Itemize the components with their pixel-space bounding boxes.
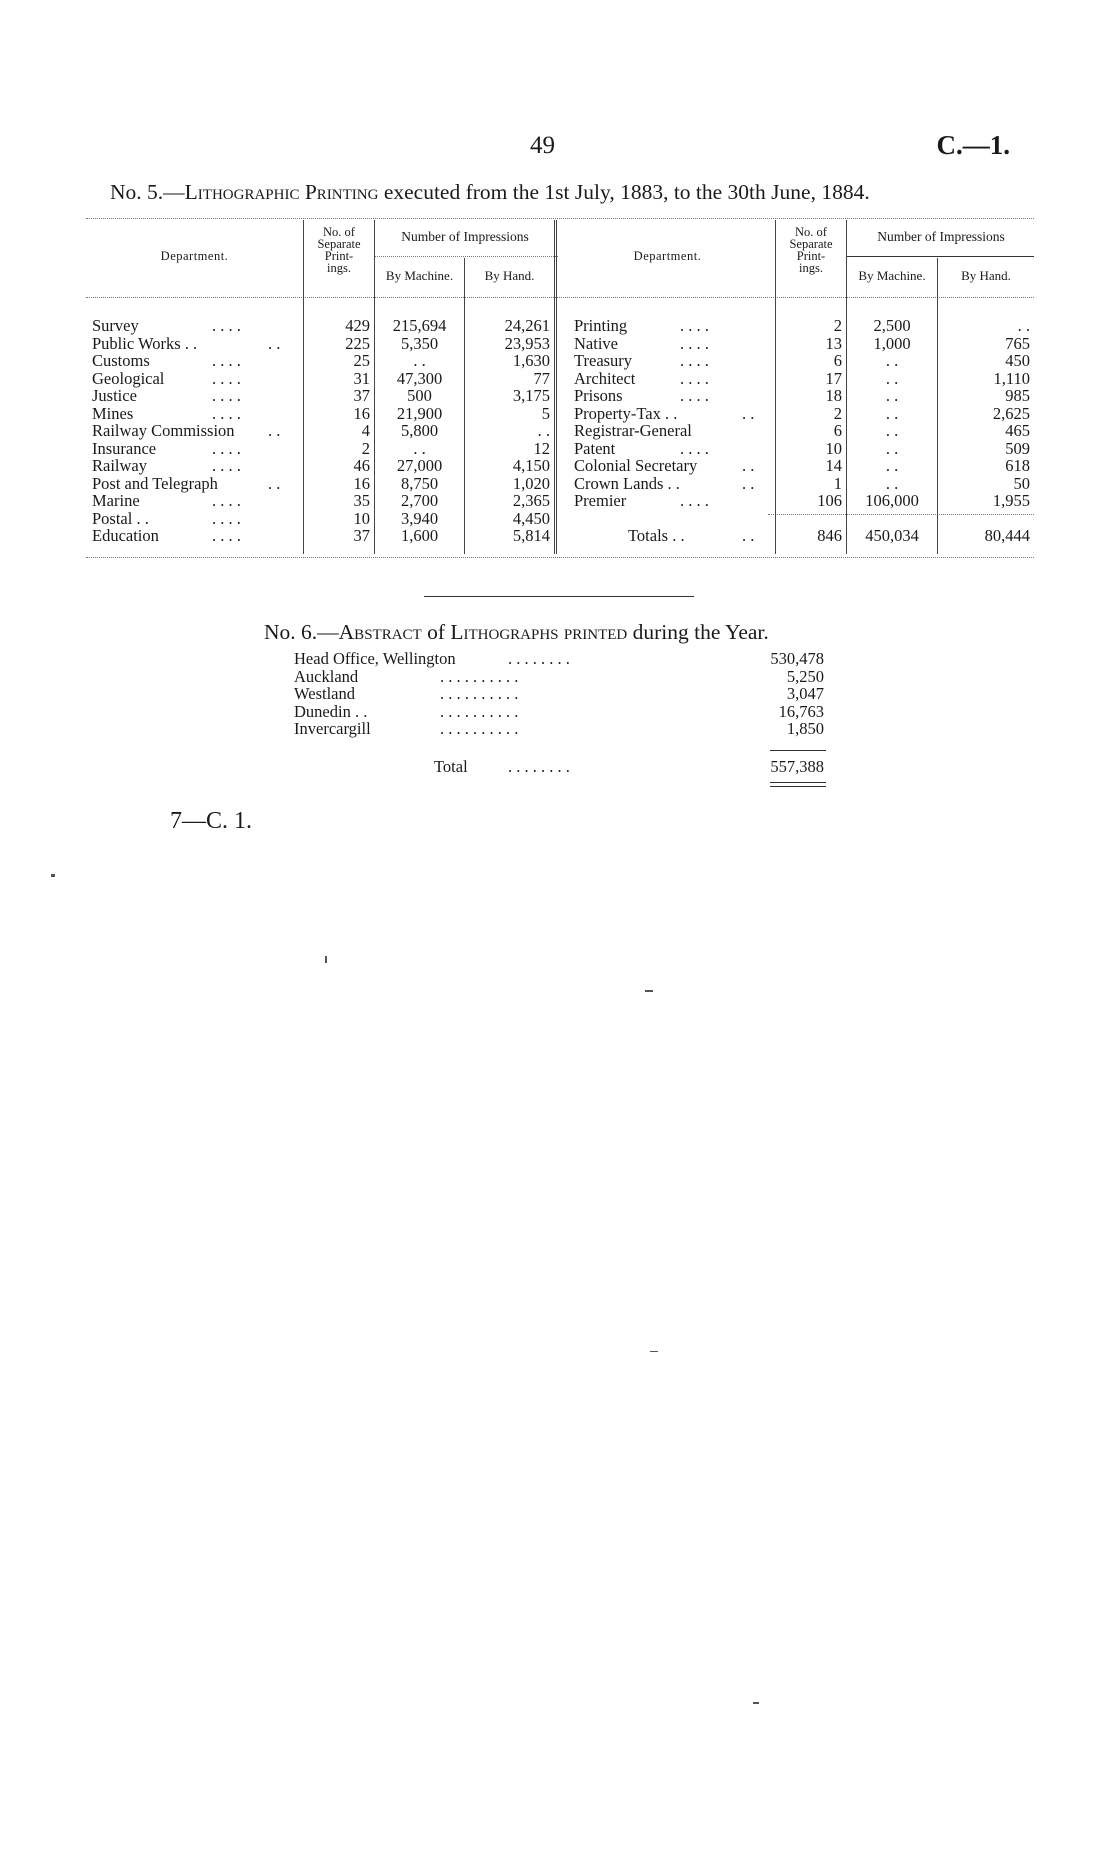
impressions-by-machine: . .	[413, 351, 426, 370]
impressions-by-machine: 106,000	[865, 491, 919, 510]
footer-signature: 7—C. 1.	[170, 808, 253, 834]
leader-dots: . . . .	[212, 508, 241, 528]
page-number: 49	[530, 132, 555, 159]
impressions-by-machine: 2,700	[400, 491, 439, 510]
table6-sum-rule	[770, 750, 826, 751]
abstract-total-label: Total	[434, 757, 468, 776]
abstract-location: Westland	[294, 684, 355, 703]
department-name: Survey	[92, 316, 139, 335]
leader-dots: . . . .	[680, 333, 709, 353]
impressions-by-machine: 215,694	[392, 316, 447, 335]
impressions-by-hand: 23,953	[504, 333, 550, 353]
leader-dots: . .	[742, 473, 755, 493]
leader-dots: . .	[268, 421, 281, 440]
table5-header-printings-left: No. of Separate Print- ings.	[317, 225, 361, 275]
leader-dots: . .	[268, 473, 281, 493]
leader-dots: . . . .	[680, 368, 709, 388]
impressions-by-machine: 2,500	[873, 316, 911, 335]
department-name: Patent	[574, 438, 616, 458]
leader-dots: . .	[268, 333, 281, 353]
separate-printings: 16	[353, 403, 370, 423]
leader-dots: . . . .	[212, 368, 241, 388]
department-name: Education	[92, 526, 159, 545]
department-name: Insurance	[92, 438, 157, 458]
leader-dots: . . . .	[212, 316, 241, 335]
table5-header-impressions-right: Number of Impressions	[877, 229, 1005, 244]
separate-printings: 6	[833, 351, 842, 370]
separate-printings: 4	[361, 421, 370, 440]
separate-printings: 2	[833, 316, 842, 335]
impressions-by-hand: 618	[1005, 456, 1030, 475]
department-name: Railway Commission	[92, 421, 235, 440]
impressions-by-hand: 77	[533, 368, 550, 388]
impressions-by-hand: 5	[541, 403, 550, 423]
totals-label: Totals . .	[628, 526, 685, 545]
impressions-by-hand: 1,955	[992, 491, 1030, 510]
impressions-by-machine: . .	[885, 368, 899, 388]
impressions-by-machine: 500	[407, 386, 432, 405]
leader-dots: . .	[742, 456, 755, 475]
impressions-by-hand: 5,814	[512, 526, 550, 545]
table6-title-rest: during the Year.	[627, 620, 769, 644]
leader-dots: . . . .	[680, 438, 709, 458]
department-name: Printing	[574, 316, 628, 335]
leader-dots: . .	[742, 526, 755, 545]
separate-printings: 37	[353, 526, 370, 545]
impressions-by-hand: . .	[537, 421, 550, 440]
leader-dots: . . . .	[680, 316, 709, 335]
table5-header-subrule-left	[374, 256, 558, 257]
impressions-by-machine: 21,900	[396, 403, 443, 423]
table5-header-department-right: Department.	[633, 249, 702, 263]
impressions-by-hand: 509	[1005, 438, 1030, 458]
impressions-by-hand: . .	[1017, 316, 1030, 335]
separate-printings: 37	[353, 386, 370, 405]
impressions-by-hand: 1,630	[512, 351, 550, 370]
table5-header-printings-right: No. of Separate Print- ings.	[789, 225, 833, 275]
separate-printings: 10	[825, 438, 842, 458]
impressions-by-hand: 465	[1005, 421, 1030, 440]
table6-title-of: of	[421, 620, 451, 644]
impressions-by-hand: 4,450	[512, 508, 550, 528]
table6-total-double-rule-2	[770, 786, 826, 787]
table5-header-bottom-rule	[86, 297, 1034, 298]
impressions-by-machine: . .	[885, 386, 899, 405]
impressions-by-hand: 1,110	[993, 368, 1030, 388]
department-name: Native	[574, 333, 618, 353]
impressions-by-machine: . .	[885, 438, 899, 458]
impressions-by-machine: 47,300	[396, 368, 443, 388]
separate-printings: 14	[825, 456, 842, 475]
table5-bottom-rule	[86, 557, 1034, 558]
table5-title-rest: executed from the 1st July, 1883, to the 30th June, 1884.	[378, 180, 870, 204]
separate-printings: 1	[833, 473, 842, 493]
impressions-by-machine: . .	[885, 403, 899, 423]
leader-dots: . . . .	[212, 456, 241, 475]
separate-printings: 429	[345, 316, 370, 335]
abstract-value: 5,250	[786, 666, 824, 686]
separate-printings: 18	[825, 386, 842, 405]
department-name: Railway	[92, 456, 147, 475]
table5-header-by-hand-left: By Hand.	[484, 268, 535, 283]
separate-printings: 225	[345, 333, 370, 353]
impressions-by-machine: 5,800	[400, 421, 439, 440]
department-name: Registrar-General	[574, 421, 692, 440]
leader-dots: . . . .	[212, 526, 241, 545]
scan-mark	[645, 990, 653, 992]
impressions-by-machine: . .	[885, 421, 899, 440]
totals-separate-printings: 846	[817, 526, 842, 545]
table5-totals-rule	[768, 514, 1034, 515]
impressions-by-hand: 24,261	[504, 316, 550, 335]
department-name: Premier	[574, 491, 627, 510]
abstract-value: 3,047	[786, 684, 824, 703]
table5-header-by-machine-right: By Machine.	[858, 268, 926, 283]
table6-title-smallcaps-2: Lithographs printed	[450, 620, 628, 644]
separate-printings: 17	[825, 368, 842, 388]
impressions-by-machine: . .	[885, 351, 899, 370]
table5-vline-center-double	[554, 220, 557, 554]
leader-dots: . . . . . . . . . .	[440, 701, 519, 721]
document-reference: C.—1.	[936, 130, 1010, 160]
totals-by-machine: 450,034	[865, 526, 919, 545]
impressions-by-hand: 3,175	[512, 386, 550, 405]
department-name: Postal . .	[92, 508, 149, 528]
table5-title	[110, 180, 1040, 205]
separate-printings: 16	[353, 473, 370, 493]
table5-header-impressions-left: Number of Impressions	[401, 229, 529, 244]
leader-dots: . . . .	[212, 438, 241, 458]
department-name: Prisons	[574, 386, 623, 405]
impressions-by-machine: 1,000	[873, 333, 911, 353]
scan-mark	[650, 1351, 658, 1352]
separate-printings: 13	[825, 333, 842, 353]
abstract-location: Head Office, Wellington	[294, 649, 456, 668]
impressions-by-hand: 1,020	[512, 473, 550, 493]
leader-dots: . .	[742, 403, 755, 423]
impressions-by-machine: 27,000	[396, 456, 443, 475]
table6-separator-rule	[424, 596, 694, 597]
department-name: Post and Telegraph	[92, 473, 218, 493]
department-name: Public Works . .	[92, 333, 198, 353]
department-name: Geological	[92, 368, 165, 388]
separate-printings: 2	[833, 403, 842, 423]
department-name: Treasury	[574, 351, 633, 370]
separate-printings: 10	[353, 508, 370, 528]
impressions-by-machine: . .	[885, 456, 899, 475]
totals-by-hand: 80,444	[984, 526, 1030, 545]
impressions-by-hand: 450	[1005, 351, 1030, 370]
table5-title-smallcaps: Lithographic Printing	[184, 180, 379, 204]
impressions-by-hand: 985	[1005, 386, 1030, 405]
department-name: Mines	[92, 403, 134, 423]
abstract-location: Invercargill	[294, 719, 371, 738]
leader-dots: . . . .	[212, 491, 241, 510]
scan-mark	[753, 1702, 759, 1704]
separate-printings: 2	[361, 438, 370, 458]
impressions-by-machine: 8,750	[400, 473, 439, 493]
leader-dots: . . . . . . . .	[508, 757, 570, 776]
leader-dots: . . . . . . . . . .	[440, 684, 519, 703]
abstract-total-value: 557,388	[770, 757, 824, 776]
table6-title-number: No. 6.—	[264, 620, 339, 644]
leader-dots: . . . . . . . .	[508, 649, 570, 668]
impressions-by-hand: 50	[1013, 473, 1030, 493]
impressions-by-hand: 4,150	[512, 456, 550, 475]
abstract-location: Auckland	[294, 666, 359, 686]
table5-header-subrule-right	[846, 256, 1034, 257]
department-name: Property-Tax . .	[574, 403, 678, 423]
impressions-by-machine: . .	[413, 438, 426, 458]
leader-dots: . . . .	[212, 386, 241, 405]
table5-header-by-hand-right: By Hand.	[961, 268, 1011, 283]
table5-header-by-machine-left: By Machine.	[385, 268, 454, 283]
leader-dots: . . . .	[680, 351, 709, 370]
scan-mark	[51, 874, 55, 877]
abstract-value: 1,850	[786, 719, 824, 738]
department-name: Customs	[92, 351, 150, 370]
separate-printings: 6	[833, 421, 842, 440]
impressions-by-machine: 1,600	[400, 526, 439, 545]
table6-title-smallcaps-1: Abstract	[338, 620, 422, 644]
separate-printings: 46	[353, 456, 370, 475]
impressions-by-hand: 765	[1005, 333, 1030, 353]
impressions-by-hand: 2,625	[992, 403, 1030, 423]
impressions-by-hand: 2,365	[512, 491, 550, 510]
impressions-by-machine: . .	[885, 473, 899, 493]
leader-dots: . . . .	[212, 351, 241, 370]
table5-header-department-left: Department.	[160, 249, 229, 263]
table6-total-double-rule-1	[770, 782, 826, 783]
department-name: Colonial Secretary	[574, 456, 698, 475]
leader-dots: . . . . . . . . . .	[440, 666, 519, 686]
separate-printings: 106	[817, 491, 842, 510]
leader-dots: . . . . . . . . . .	[440, 719, 519, 738]
scan-mark	[325, 956, 327, 963]
table5-top-rule	[86, 218, 1034, 219]
department-name: Marine	[92, 491, 140, 510]
impressions-by-machine: 5,350	[400, 333, 439, 353]
department-name: Architect	[574, 368, 636, 388]
separate-printings: 25	[353, 351, 370, 370]
table6-title	[264, 620, 769, 645]
abstract-value: 16,763	[778, 701, 824, 721]
abstract-location: Dunedin . .	[294, 701, 368, 721]
leader-dots: . . . .	[680, 491, 709, 510]
department-name: Crown Lands . .	[574, 473, 680, 493]
abstract-value: 530,478	[770, 649, 824, 668]
leader-dots: . . . .	[680, 386, 709, 405]
table5-title-number: No. 5.—	[110, 180, 185, 204]
separate-printings: 31	[353, 368, 370, 388]
leader-dots: . . . .	[212, 403, 241, 423]
separate-printings: 35	[353, 491, 370, 510]
department-name: Justice	[92, 386, 137, 405]
impressions-by-machine: 3,940	[400, 508, 439, 528]
impressions-by-hand: 12	[533, 438, 550, 458]
